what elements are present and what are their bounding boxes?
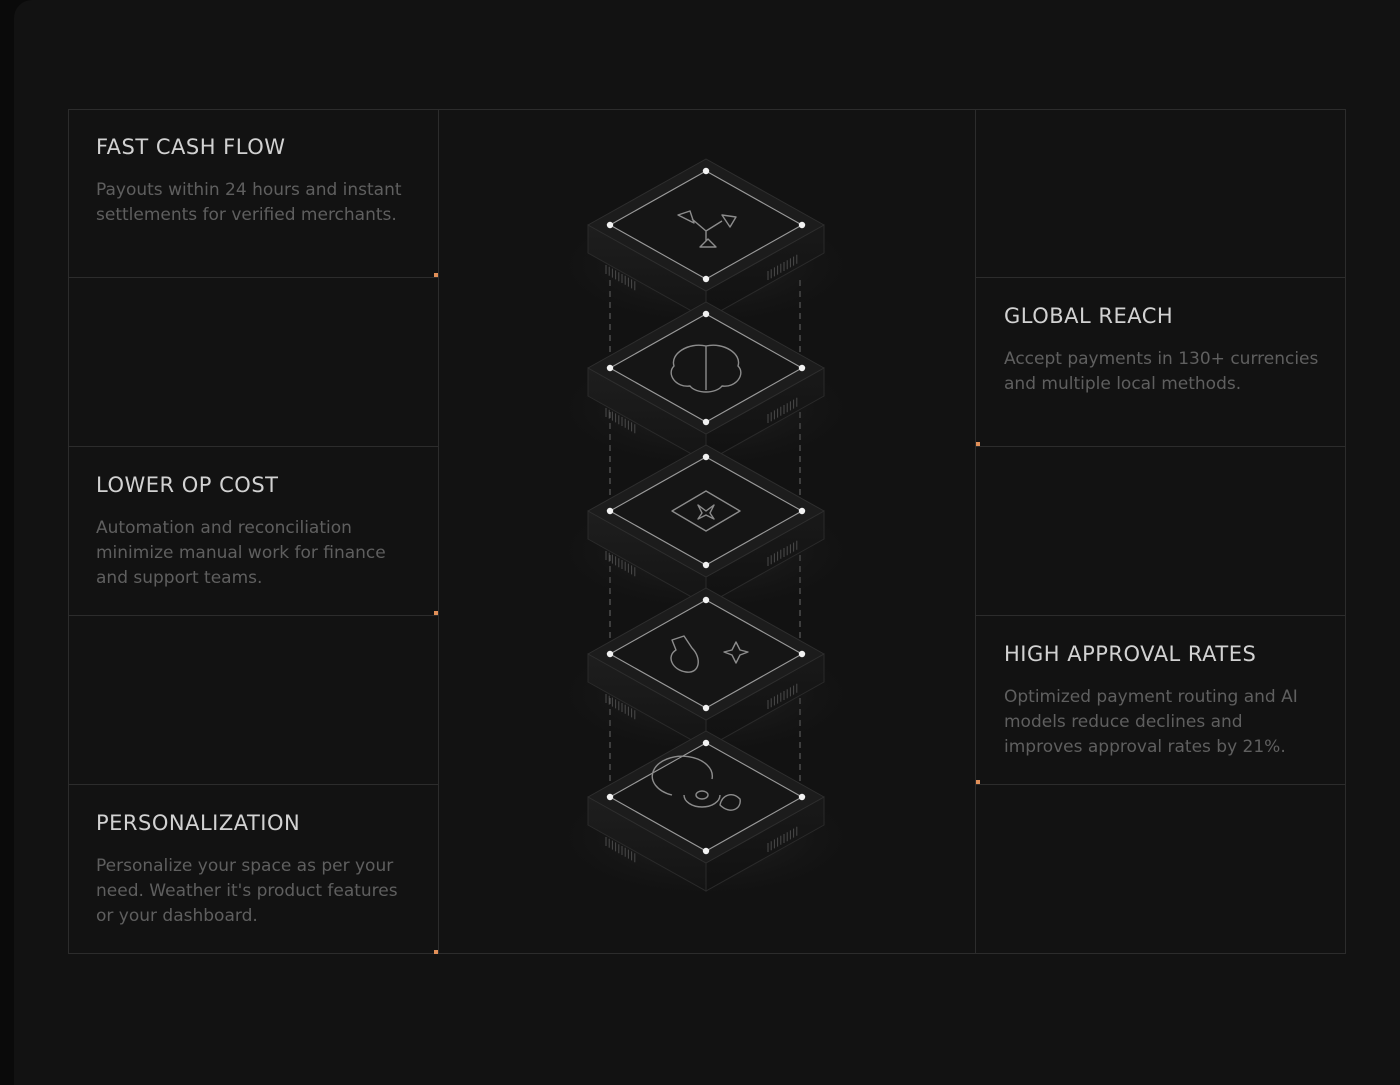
stack-layer [556,159,856,325]
feature-title: LOWER OP COST [96,473,279,497]
feature-description: Payouts within 24 hours and instant settlements for verified merchants. [96,180,402,225]
corner-dot [703,276,709,282]
corner-marker [434,273,438,277]
feature-title: HIGH APPROVAL RATES [1004,642,1257,666]
corner-dot [607,508,613,514]
corner-marker [976,442,980,446]
corner-dot [703,168,709,174]
corner-dot [703,562,709,568]
feature-card-fast-cash-flow [68,109,438,278]
feature-card-personalization [68,785,438,954]
left-column [68,109,439,954]
feature-card-lower-op-cost [68,447,438,616]
corner-dot [799,222,805,228]
feature-description: Automation and reconciliation minimize manual work for finance and support teams. [96,518,386,588]
empty-cell [976,109,1346,278]
corner-dot [607,794,613,800]
feature-card-high-approval-rates [976,616,1346,785]
feature-card-global-reach [976,278,1346,447]
corner-dot [799,365,805,371]
feature-title: PERSONALIZATION [96,811,301,835]
corner-dot [703,454,709,460]
corner-dot [799,794,805,800]
corner-dot [703,848,709,854]
feature-title: FAST CASH FLOW [96,135,286,159]
corner-dot [703,705,709,711]
stack-layer [556,731,856,897]
corner-marker [434,950,438,954]
isometric-stack-illustration [440,110,975,953]
corner-dot [799,651,805,657]
stack-layer [556,302,856,468]
corner-dot [799,508,805,514]
empty-cell [68,616,438,785]
feature-description: Accept payments in 130+ currencies and multiple local methods. [1004,349,1319,394]
feature-description: Personalize your space as per your need. Weather it's product features or your dashboard. [96,856,398,926]
right-column [975,109,1346,954]
feature-description: Optimized payment routing and AI models reduce declines and improves approval rates by 21%. [1004,687,1298,757]
empty-cell [976,785,1346,954]
corner-dot [703,597,709,603]
corner-dot [607,365,613,371]
empty-cell [68,278,438,447]
corner-dot [703,740,709,746]
corner-dot [607,651,613,657]
stack-layer [556,588,856,754]
corner-marker [976,780,980,784]
corner-dot [607,222,613,228]
corner-dot [703,311,709,317]
corner-dot [703,419,709,425]
corner-marker [434,611,438,615]
isometric-stack [440,110,975,953]
feature-title: GLOBAL REACH [1004,304,1174,328]
stack-layer [556,445,856,611]
empty-cell [976,447,1346,616]
